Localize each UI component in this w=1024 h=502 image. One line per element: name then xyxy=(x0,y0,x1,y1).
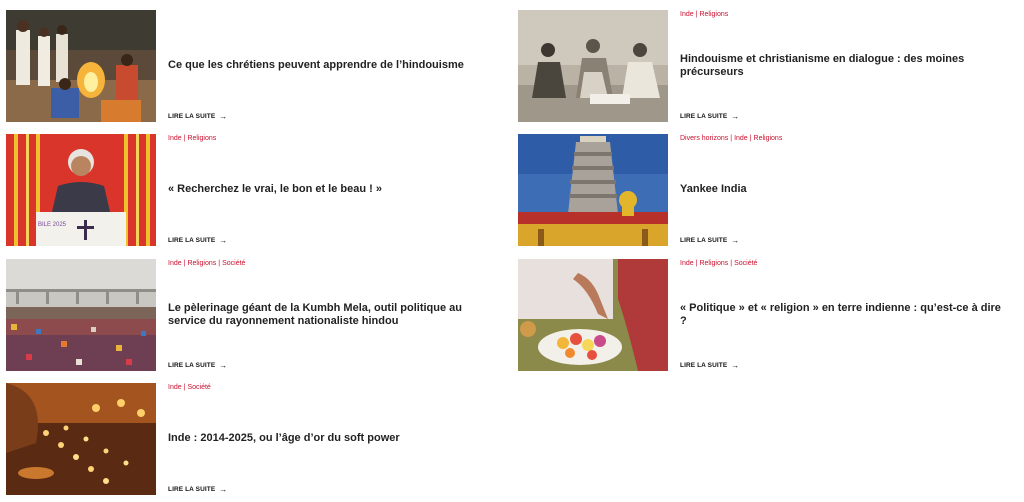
category-link[interactable]: Inde xyxy=(168,260,182,267)
article-categories xyxy=(168,383,496,393)
category-link[interactable]: Divers horizons xyxy=(680,135,729,142)
article-card xyxy=(6,259,496,371)
read-more-label: LIRE LA SUITE xyxy=(680,237,728,244)
article-title[interactable]: « Politique » et « religion » en terre indienne : qu’est-ce à dire ? xyxy=(680,301,1001,327)
category-separator: | xyxy=(730,260,733,267)
temple-gopuram-image xyxy=(518,134,668,246)
monks-sepia-photo xyxy=(518,10,668,122)
arrow-right-icon: → xyxy=(219,112,228,121)
arrow-right-icon: → xyxy=(219,485,228,494)
article-body xyxy=(168,259,496,371)
oil-lamps-image xyxy=(6,383,156,495)
category-separator: | xyxy=(218,260,221,267)
article-thumbnail-diyas[interactable] xyxy=(6,383,156,495)
article-thumbnail-kumbh-mela[interactable] xyxy=(6,259,156,371)
article-title[interactable]: Yankee India xyxy=(680,183,747,196)
article-body xyxy=(168,134,496,246)
category-separator: | xyxy=(183,384,186,391)
article-categories xyxy=(680,134,1010,144)
read-more-label: LIRE LA SUITE xyxy=(168,113,216,120)
article-thumbnail-temple[interactable] xyxy=(518,134,668,246)
article-title[interactable]: Inde : 2014-2025, ou l’âge d’or du soft power xyxy=(168,432,400,445)
category-link[interactable]: Religions xyxy=(699,260,729,267)
article-categories xyxy=(168,259,496,269)
article-card xyxy=(6,383,496,495)
arrow-right-icon: → xyxy=(731,112,740,121)
article-title[interactable]: « Recherchez le vrai, le bon et le beau ! » xyxy=(168,183,382,196)
category-link[interactable]: Inde xyxy=(680,260,694,267)
category-link[interactable]: Société xyxy=(222,260,246,267)
article-categories xyxy=(168,10,496,20)
category-link[interactable]: Société xyxy=(187,384,211,391)
category-separator: | xyxy=(730,135,733,142)
read-more-label: LIRE LA SUITE xyxy=(680,113,728,120)
article-thumbnail-fire-ritual[interactable] xyxy=(6,10,156,122)
read-more-link[interactable] xyxy=(168,485,496,495)
article-thumbnail-offering[interactable] xyxy=(518,259,668,371)
article-categories xyxy=(168,134,496,144)
category-link[interactable]: Religions xyxy=(699,11,729,18)
article-body xyxy=(168,10,496,122)
article-title[interactable]: Le pèlerinage géant de la Kumbh Mela, outil politique au service du rayonnement nationaliste hindou xyxy=(168,301,462,327)
article-body xyxy=(680,10,1010,122)
read-more-link[interactable] xyxy=(168,112,496,122)
arrow-right-icon: → xyxy=(731,236,740,245)
read-more-link[interactable] xyxy=(168,236,496,246)
read-more-label: LIRE LA SUITE xyxy=(168,237,216,244)
article-categories xyxy=(680,259,1010,269)
read-more-label: LIRE LA SUITE xyxy=(168,486,216,493)
read-more-link[interactable] xyxy=(680,236,1010,246)
kumbh-mela-crowd-image xyxy=(6,259,156,371)
flower-offering-image xyxy=(518,259,668,371)
article-body xyxy=(680,134,1010,246)
read-more-label: LIRE LA SUITE xyxy=(680,362,728,369)
category-link[interactable]: Inde xyxy=(734,135,748,142)
arrow-right-icon: → xyxy=(731,361,740,370)
article-categories xyxy=(680,10,1010,20)
category-separator: | xyxy=(749,135,752,142)
category-link[interactable]: Inde xyxy=(680,11,694,18)
category-separator: | xyxy=(695,11,698,18)
category-link[interactable]: Inde xyxy=(168,384,182,391)
article-card xyxy=(6,10,496,122)
category-separator: | xyxy=(183,260,186,267)
article-thumbnail-monks-photo[interactable] xyxy=(518,10,668,122)
read-more-link[interactable] xyxy=(168,361,496,371)
article-card xyxy=(518,259,1018,371)
article-card xyxy=(6,134,496,246)
arrow-right-icon: → xyxy=(219,361,228,370)
category-link[interactable]: Religions xyxy=(753,135,783,142)
category-separator: | xyxy=(695,260,698,267)
banner-text: BILE 2025 xyxy=(38,222,67,228)
fire-ritual-image xyxy=(6,10,156,122)
article-card xyxy=(518,10,1018,122)
arrow-right-icon: → xyxy=(219,236,228,245)
category-link[interactable]: Religions xyxy=(187,260,217,267)
article-title[interactable]: Ce que les chrétiens peuvent apprendre de l’hindouisme xyxy=(168,59,464,72)
category-link[interactable]: Inde xyxy=(168,135,182,142)
read-more-label: LIRE LA SUITE xyxy=(168,362,216,369)
read-more-link[interactable] xyxy=(680,112,1010,122)
speaker-podium-image xyxy=(6,134,156,246)
category-separator: | xyxy=(183,135,186,142)
article-body xyxy=(680,259,1010,371)
article-card xyxy=(518,134,1018,246)
category-link[interactable]: Religions xyxy=(187,135,217,142)
category-link[interactable]: Société xyxy=(734,260,758,267)
article-thumbnail-speaker[interactable] xyxy=(6,134,156,246)
read-more-link[interactable] xyxy=(680,361,1010,371)
article-body xyxy=(168,383,496,495)
article-title[interactable]: Hindouisme et christianisme en dialogue : des moines précurseurs xyxy=(680,52,965,78)
